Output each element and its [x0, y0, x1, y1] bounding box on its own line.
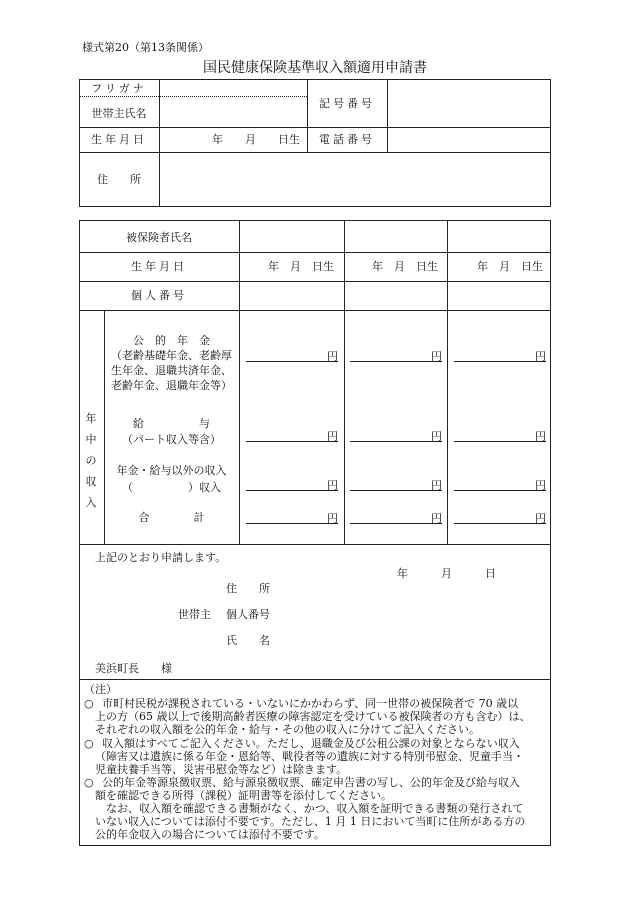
personal-number-field-3[interactable] [449, 283, 549, 309]
form-number: 様式第20（第13条関係） [82, 41, 209, 54]
income-pension-label: 公 的 年 金 （老齢基礎年金、老齢厚 生年金、退職共済年金、 老齢年金、退職年金等） [111, 334, 232, 392]
income-total-label: 合 計 [138, 511, 205, 524]
total-amount-3[interactable]: 円 [454, 512, 546, 524]
salary-amount-2[interactable]: 円 [350, 430, 442, 442]
addressee: 美浜町長 様 [95, 662, 172, 675]
address-field[interactable] [161, 154, 549, 205]
pension-amount-2[interactable]: 円 [350, 350, 442, 362]
householder-label: 世帯主 [178, 608, 211, 621]
application-date[interactable]: 年 月 日 [397, 567, 496, 580]
pension-amount-3[interactable]: 円 [454, 350, 546, 362]
address-label: 住 所 [97, 173, 141, 186]
total-amount-1[interactable]: 円 [246, 512, 338, 524]
insured-birth-field-1[interactable]: 年 月 日生 [268, 260, 334, 273]
note-bullet-3: ○ [84, 776, 94, 789]
annual-income-label: 年中の収入 [85, 412, 97, 509]
symbol-number-field[interactable] [389, 81, 549, 125]
insured-birth-field-3[interactable]: 年 月 日生 [477, 260, 543, 273]
householder-name-field[interactable] [161, 98, 305, 126]
phone-label: 電話番号 [319, 133, 375, 146]
insured-name-label: 被保険者氏名 [126, 231, 192, 244]
income-other-label: 年金・給与以外の収入 （ ）収入 [116, 464, 227, 494]
furigana-label: フリガナ [91, 82, 147, 95]
other-amount-2[interactable]: 円 [350, 479, 442, 491]
furigana-field[interactable] [161, 81, 305, 95]
insured-birth-label: 生年月日 [131, 260, 187, 273]
symbol-number-label: 記号番号 [319, 97, 375, 110]
total-amount-2[interactable]: 円 [350, 512, 442, 524]
phone-field[interactable] [389, 129, 549, 151]
personal-number-field-2[interactable] [346, 283, 445, 309]
declaration-name-label: 氏 名 [226, 634, 270, 647]
declaration-personal-number-label: 個人番号 [226, 608, 270, 621]
insured-name-field-2[interactable] [346, 222, 445, 251]
notes-heading: （注） [84, 683, 117, 696]
personal-number-label: 個人番号 [131, 289, 187, 302]
salary-amount-3[interactable]: 円 [454, 430, 546, 442]
note-bullet-1: ○ [84, 697, 94, 710]
note-item-2: 収入額はすべてご記入ください。ただし、退職金及び公租公課の対象とならない収入 （障害又は遺族に係る年金・恩給等、戦役者等の遺族に対する特別弔慰金、児童手当・ 児童扶養手当等、災害弔慰金等など）は除きます。 [95, 737, 524, 776]
other-amount-3[interactable]: 円 [454, 479, 546, 491]
note-item-1: 市町村民税が課税されている・いないにかかわらず、同一世帯の被保険者で 70 歳以 上の方（65 歳以上で後期高齢者医療の障害認定を受けている被保険者の方も含む）は、 それぞれの収入額を公的年金・給与・その他の収入に分けてご記入ください。 [95, 697, 531, 736]
insured-birth-field-2[interactable]: 年 月 日生 [372, 260, 438, 273]
birth-label: 生年月日 [91, 133, 147, 146]
declaration-statement: 上記のとおり申請します。 [95, 551, 227, 564]
householder-name-label: 世帯主氏名 [91, 107, 147, 120]
declaration-address-label: 住 所 [226, 582, 270, 595]
birth-date-field[interactable]: 年 月 日生 [212, 133, 300, 146]
personal-number-field-1[interactable] [241, 283, 342, 309]
note-bullet-2: ○ [84, 737, 94, 750]
salary-amount-1[interactable]: 円 [246, 430, 338, 442]
pension-amount-1[interactable]: 円 [246, 350, 338, 362]
page-title: 国民健康保険基準収入額適用申請書 [203, 60, 427, 76]
insured-name-field-1[interactable] [241, 222, 342, 251]
income-salary-label: 給 与 （パート収入等含） [122, 417, 221, 446]
insured-name-field-3[interactable] [449, 222, 549, 251]
other-amount-1[interactable]: 円 [246, 479, 338, 491]
note-item-3: 公的年金等源泉徴収票、給与源泉徴収票、確定申告書の写し、公的年金及び給与収入 額を確認できる所得（課税）証明書等を添付してください。 なお、収入額を確認できる書類がなく、かつ、収入額を証明できる書類の発行されて いない収入については添付不要です。ただし、1 月 1 日において当町に住所がある方の 公的年金収入の場合については添付不要です。 [95, 776, 526, 841]
